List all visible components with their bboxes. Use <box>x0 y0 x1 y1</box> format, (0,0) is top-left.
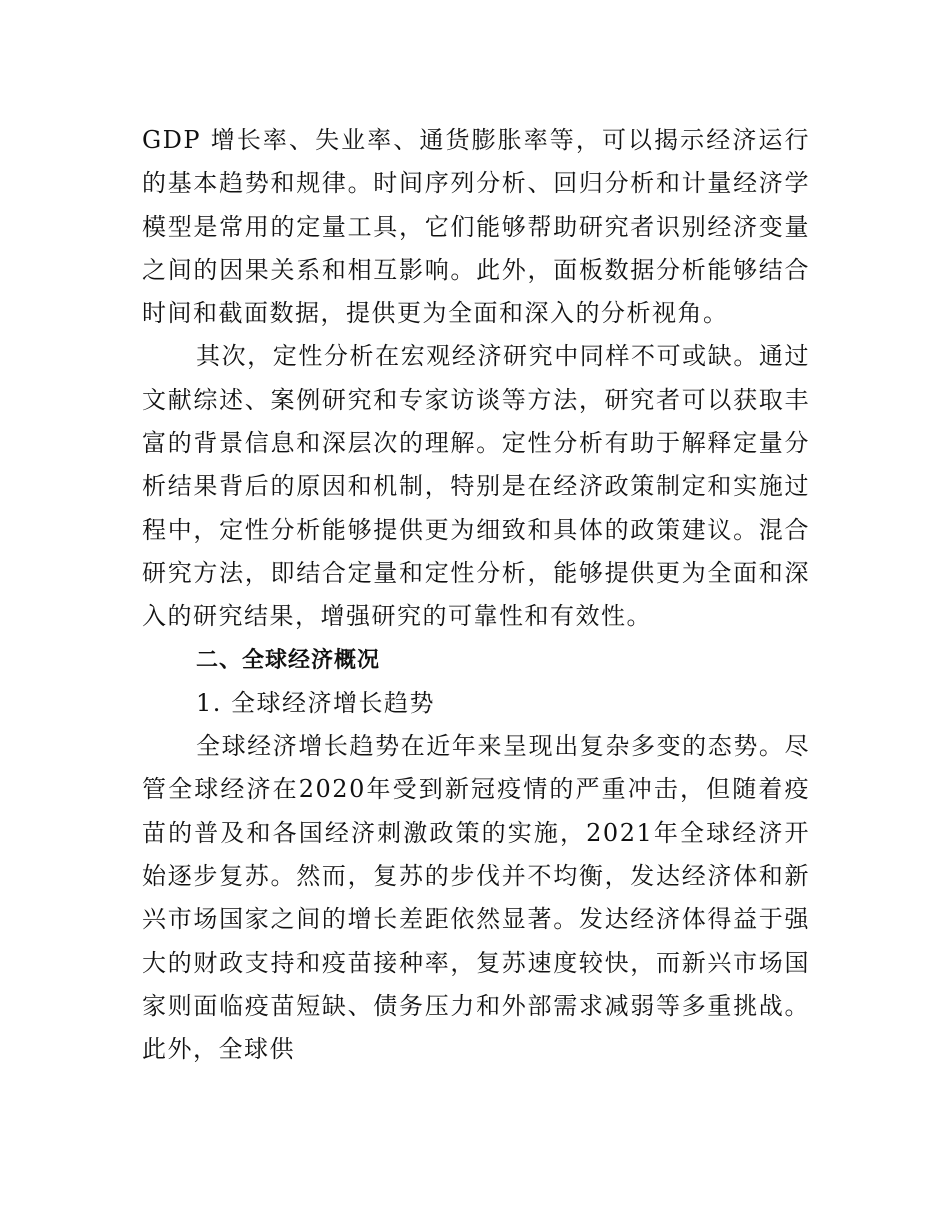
paragraph-quantitative-analysis: GDP 增长率、失业率、通货膨胀率等，可以揭示经济运行的基本趋势和规律。时间序列分析、回归分析和计量经济学模型是常用的定量工具，它们能够帮助研究者识别经济变量之间的因果关系和相互影响。此外，面板数据分析能够结合时间和截面数据，提供更为全面和深入的分析视角。 <box>142 126 810 328</box>
paragraph-qualitative-analysis: 其次，定性分析在宏观经济研究中同样不可或缺。通过文献综述、案例研究和专家访谈等方法，研究者可以获取丰富的背景信息和深层次的理解。定性分析有助于解释定量分析结果背后的原因和机制，特别是在经济政策制定和实施过程中，定性分析能够提供更为细致和具体的政策建议。混合研究方法，即结合定量和定性分析，能够提供更为全面和深入的研究结果，增强研究的可靠性和有效性。 <box>142 342 810 631</box>
paragraph-global-growth: 全球经济增长趋势在近年来呈现出复杂多变的态势。尽管全球经济在2020年受到新冠疫情的严重冲击，但随着疫苗的普及和各国经济刺激政策的实施，2021年全球经济开始逐步复苏。然而，复苏的步伐并不均衡，发达经济体和新兴市场国家之间的增长差距依然显著。发达经济体得益于强大的财政支持和疫苗接种率，复苏速度较快，而新兴市场国家则面临疫苗短缺、债务压力和外部需求减弱等多重挑战。此外，全球供 <box>142 732 810 1064</box>
section-heading: 二、全球经济概况 <box>196 647 381 673</box>
subsection-heading: 1. 全球经济增长趋势 <box>196 688 436 717</box>
document-body <box>142 119 810 1072</box>
